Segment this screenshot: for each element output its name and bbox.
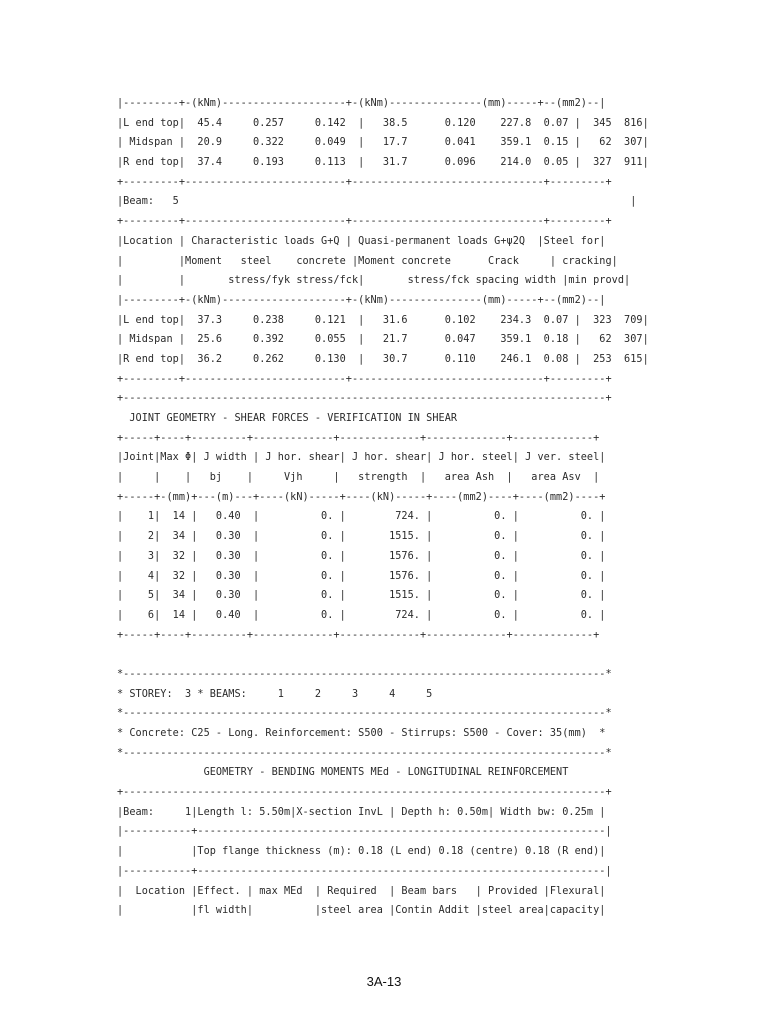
listing-line: | | | bj | Vjh | strength | area Ash | area Asv | <box>117 472 600 484</box>
listing-line <box>117 645 677 665</box>
listing-line: *------------------------------------------------------------------------------* <box>117 747 612 759</box>
listing-line: | 1| 14 | 0.40 | 0. | 724. | 0. | 0. | <box>117 511 606 523</box>
listing-line: +---------+--------------------------+-------------------------------+---------+ <box>117 176 612 188</box>
listing-line: | 4| 32 | 0.30 | 0. | 1576. | 0. | 0. | <box>117 570 606 582</box>
listing-line: | 3| 32 | 0.30 | 0. | 1576. | 0. | 0. | <box>117 550 606 562</box>
listing-line: |-----------+------------------------------------------------------------------| <box>117 865 612 877</box>
computer-output-listing <box>117 94 677 921</box>
listing-line: +-----+----+---------+-------------+-------------+-------------+-------------+ <box>117 629 600 641</box>
listing-line: |R end top| 37.4 0.193 0.113 | 31.7 0.096 214.0 0.05 | 327 911| <box>117 157 649 169</box>
listing-line: *------------------------------------------------------------------------------* <box>117 708 612 720</box>
listing-line: +------------------------------------------------------------------------------+ <box>117 787 612 799</box>
listing-line: | Location |Effect. | max MEd | Required | Beam bars | Provided |Flexural| <box>117 885 606 897</box>
listing-line: |L end top| 37.3 0.238 0.121 | 31.6 0.102 234.3 0.07 | 323 709| <box>117 314 649 326</box>
listing-line: +---------+--------------------------+-------------------------------+---------+ <box>117 373 612 385</box>
listing-line: |-----------+------------------------------------------------------------------| <box>117 826 612 838</box>
listing-line: | |Moment steel concrete |Moment concrete Crack | cracking| <box>117 255 618 267</box>
listing-line: JOINT GEOMETRY - SHEAR FORCES - VERIFICATION IN SHEAR <box>117 413 458 424</box>
listing-line: |Beam: 1|Length l: 5.50m|X-section InvL | Depth h: 0.50m| Width bw: 0.25m | <box>117 806 606 818</box>
listing-line: |L end top| 45.4 0.257 0.142 | 38.5 0.120 227.8 0.07 | 345 816| <box>117 117 649 129</box>
listing-line: * STOREY: 3 * BEAMS: 1 2 3 4 5 <box>117 688 433 700</box>
listing-line: * Concrete: C25 - Long. Reinforcement: S500 - Stirrups: S500 - Cover: 35(mm) * <box>117 728 606 739</box>
listing-line: | | stress/fyk stress/fck| stress/fck spacing width |min provd| <box>117 275 631 287</box>
listing-line: | 2| 34 | 0.30 | 0. | 1515. | 0. | 0. | <box>117 531 606 543</box>
listing-line: | Midspan | 25.6 0.392 0.055 | 21.7 0.047 359.1 0.18 | 62 307| <box>117 334 649 346</box>
listing-line: +-----+-(mm)+---(m)---+----(kN)-----+----(kN)-----+----(mm2)----+----(mm2)----+ <box>117 491 606 503</box>
listing-line: |Location | Characteristic loads G+Q | Quasi-permanent loads G+ψ2Q |Steel for| <box>117 235 606 247</box>
listing-line: *------------------------------------------------------------------------------* <box>117 668 612 680</box>
listing-line: +---------+--------------------------+-------------------------------+---------+ <box>117 216 612 228</box>
listing-line: +------------------------------------------------------------------------------+ <box>117 393 612 405</box>
listing-line: +-----+----+---------+-------------+-------------+-------------+-------------+ <box>117 432 600 444</box>
listing-line: | 6| 14 | 0.40 | 0. | 724. | 0. | 0. | <box>117 609 606 621</box>
page-number: 3A-13 <box>366 974 402 989</box>
listing-line: | Midspan | 20.9 0.322 0.049 | 17.7 0.041 359.1 0.15 | 62 307| <box>117 137 649 149</box>
listing-line: GEOMETRY - BENDING MOMENTS MEd - LONGITUDINAL REINFORCEMENT <box>117 767 569 779</box>
listing-line: |R end top| 36.2 0.262 0.130 | 30.7 0.110 246.1 0.08 | 253 615| <box>117 353 649 365</box>
listing-line: |---------+-(kNm)--------------------+-(kNm)---------------(mm)-----+--(mm2)--| <box>117 98 606 109</box>
listing-line: | |fl width| |steel area |Contin Addit |steel area|capacity| <box>117 905 606 917</box>
listing-line: | 5| 34 | 0.30 | 0. | 1515. | 0. | 0. | <box>117 590 606 602</box>
listing-line: |Joint|Max Φ| J width | J hor. shear| J hor. shear| J hor. steel| J ver. steel| <box>117 452 606 464</box>
listing-line: |Beam: 5 | <box>117 196 637 208</box>
listing-line: |---------+-(kNm)--------------------+-(kNm)---------------(mm)-----+--(mm2)--| <box>117 294 606 306</box>
listing-line: | |Top flange thickness (m): 0.18 (L end) 0.18 (centre) 0.18 (R end)| <box>117 846 606 858</box>
